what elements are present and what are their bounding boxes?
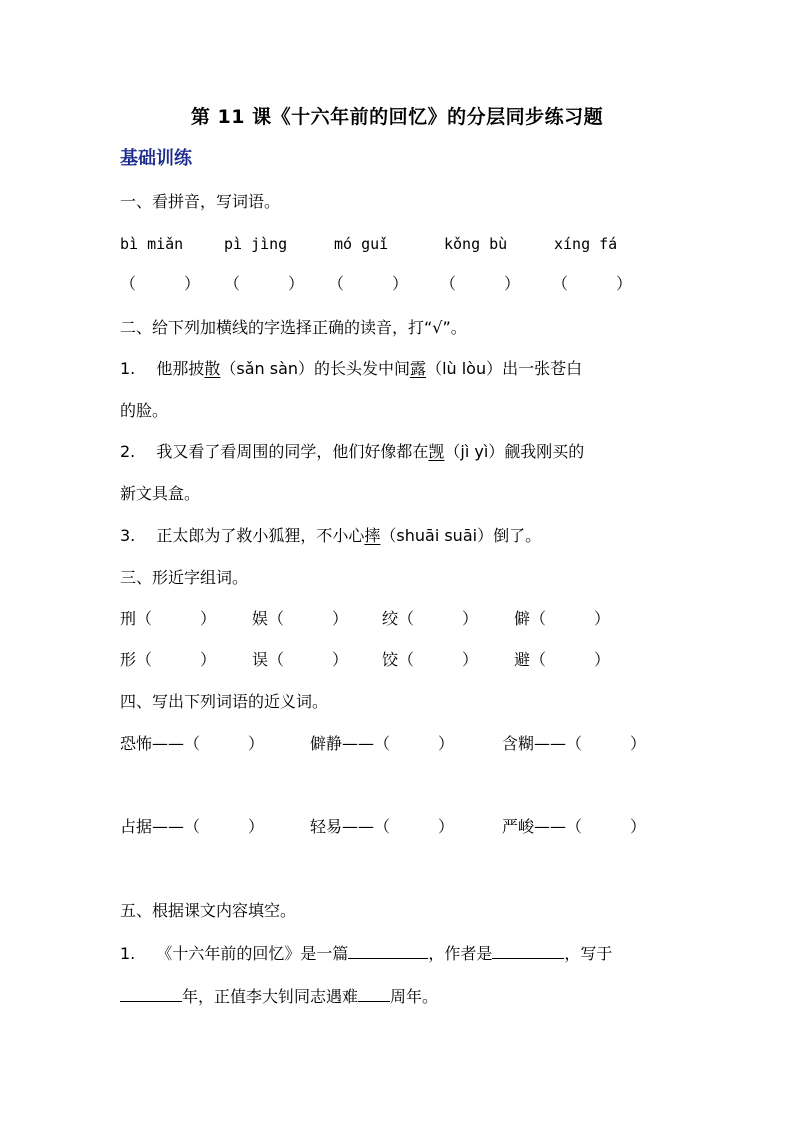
q3-row-2 <box>120 648 680 672</box>
q3-row-1 <box>120 607 680 631</box>
underlined-char: 散 <box>204 359 221 378</box>
page-title: 第 11 课《十六年前的回忆》的分层同步练习题 <box>190 106 604 128</box>
pinyin-item: pì jìng <box>224 235 288 253</box>
answer-blank[interactable]: （ ） <box>440 274 521 293</box>
item-text: 年，正值李大钊同志遇难 <box>182 987 359 1006</box>
word-item[interactable]: 刑（ ） <box>120 609 217 628</box>
word-item[interactable]: 形（ ） <box>120 650 217 669</box>
item-number: 1. <box>120 944 136 963</box>
item-number: 3. <box>120 526 136 545</box>
item-text: ，作者是 <box>428 944 493 963</box>
fill-blank[interactable] <box>358 983 390 1002</box>
synonym-item[interactable]: 含糊——（ ） <box>502 734 647 753</box>
section-heading: 基础训练 <box>120 148 192 169</box>
item-text: ，写于 <box>564 944 613 963</box>
synonym-item[interactable]: 恐怖——（ ） <box>120 734 265 753</box>
pinyin-item: xíng fá <box>554 235 618 253</box>
pinyin-row <box>120 232 680 256</box>
pinyin-item: mó guǐ <box>334 235 389 253</box>
answer-blank[interactable]: （ ） <box>328 274 409 293</box>
q3-heading: 三、形近字组词。 <box>120 568 249 587</box>
item-text: 周年。 <box>390 987 439 1006</box>
word-item[interactable]: 避（ ） <box>514 650 611 669</box>
word-item[interactable]: 僻（ ） <box>514 609 611 628</box>
synonym-item[interactable]: 严峻——（ ） <box>502 817 647 836</box>
q2-item-2 <box>120 440 680 464</box>
q5-item-1 <box>120 940 680 966</box>
q2-item-3 <box>120 524 680 548</box>
q2-heading: 二、给下列加横线的字选择正确的读音，打“√”。 <box>120 318 467 337</box>
item-number: 2. <box>120 442 136 461</box>
word-item[interactable]: 饺（ ） <box>382 650 479 669</box>
word-item[interactable]: 误（ ） <box>252 650 349 669</box>
answer-blank[interactable]: （ ） <box>224 274 305 293</box>
underlined-char: 露 <box>410 359 427 378</box>
pinyin-item: bì miǎn <box>120 235 184 253</box>
synonym-item[interactable]: 轻易——（ ） <box>310 817 455 836</box>
underlined-char: 觊 <box>428 442 445 461</box>
item-text: （lù lòu）出一张苍白 <box>426 359 583 378</box>
word-item[interactable]: 绞（ ） <box>382 609 479 628</box>
item-text: 正太郎为了救小狐狸，不小心 <box>156 526 365 545</box>
answer-paren-row <box>120 272 680 296</box>
item-number: 1. <box>120 359 136 378</box>
answer-blank[interactable]: （ ） <box>120 274 201 293</box>
synonym-item[interactable]: 占据——（ ） <box>120 817 265 836</box>
fill-blank[interactable] <box>120 983 182 1002</box>
item-text: （sǎn sàn）的长头发中间 <box>220 359 411 378</box>
pinyin-item: kǒng bù <box>444 235 508 253</box>
item-text: （shuāi suāi）倒了。 <box>380 526 542 545</box>
q2-item-1-cont: 的脸。 <box>120 401 169 420</box>
item-text: （jì yì）觎我刚买的 <box>444 442 585 461</box>
fill-blank[interactable] <box>348 940 428 959</box>
underlined-char: 摔 <box>364 526 381 545</box>
fill-blank[interactable] <box>492 940 564 959</box>
q4-heading: 四、写出下列词语的近义词。 <box>120 692 329 711</box>
q5-item-1-cont <box>120 983 680 1009</box>
item-text: 《十六年前的回忆》是一篇 <box>156 944 349 963</box>
item-text: 他那披 <box>156 359 205 378</box>
q1-heading: 一、看拼音，写词语。 <box>120 192 281 211</box>
item-text: 我又看了看周围的同学，他们好像都在 <box>156 442 429 461</box>
q2-item-2-cont: 新文具盒。 <box>120 484 201 503</box>
q2-item-1 <box>120 357 680 381</box>
q4-row-1 <box>120 732 680 756</box>
word-item[interactable]: 娱（ ） <box>252 609 349 628</box>
q5-heading: 五、根据课文内容填空。 <box>120 901 297 920</box>
answer-blank[interactable]: （ ） <box>552 274 633 293</box>
q4-row-2 <box>120 815 680 839</box>
synonym-item[interactable]: 僻静——（ ） <box>310 734 455 753</box>
